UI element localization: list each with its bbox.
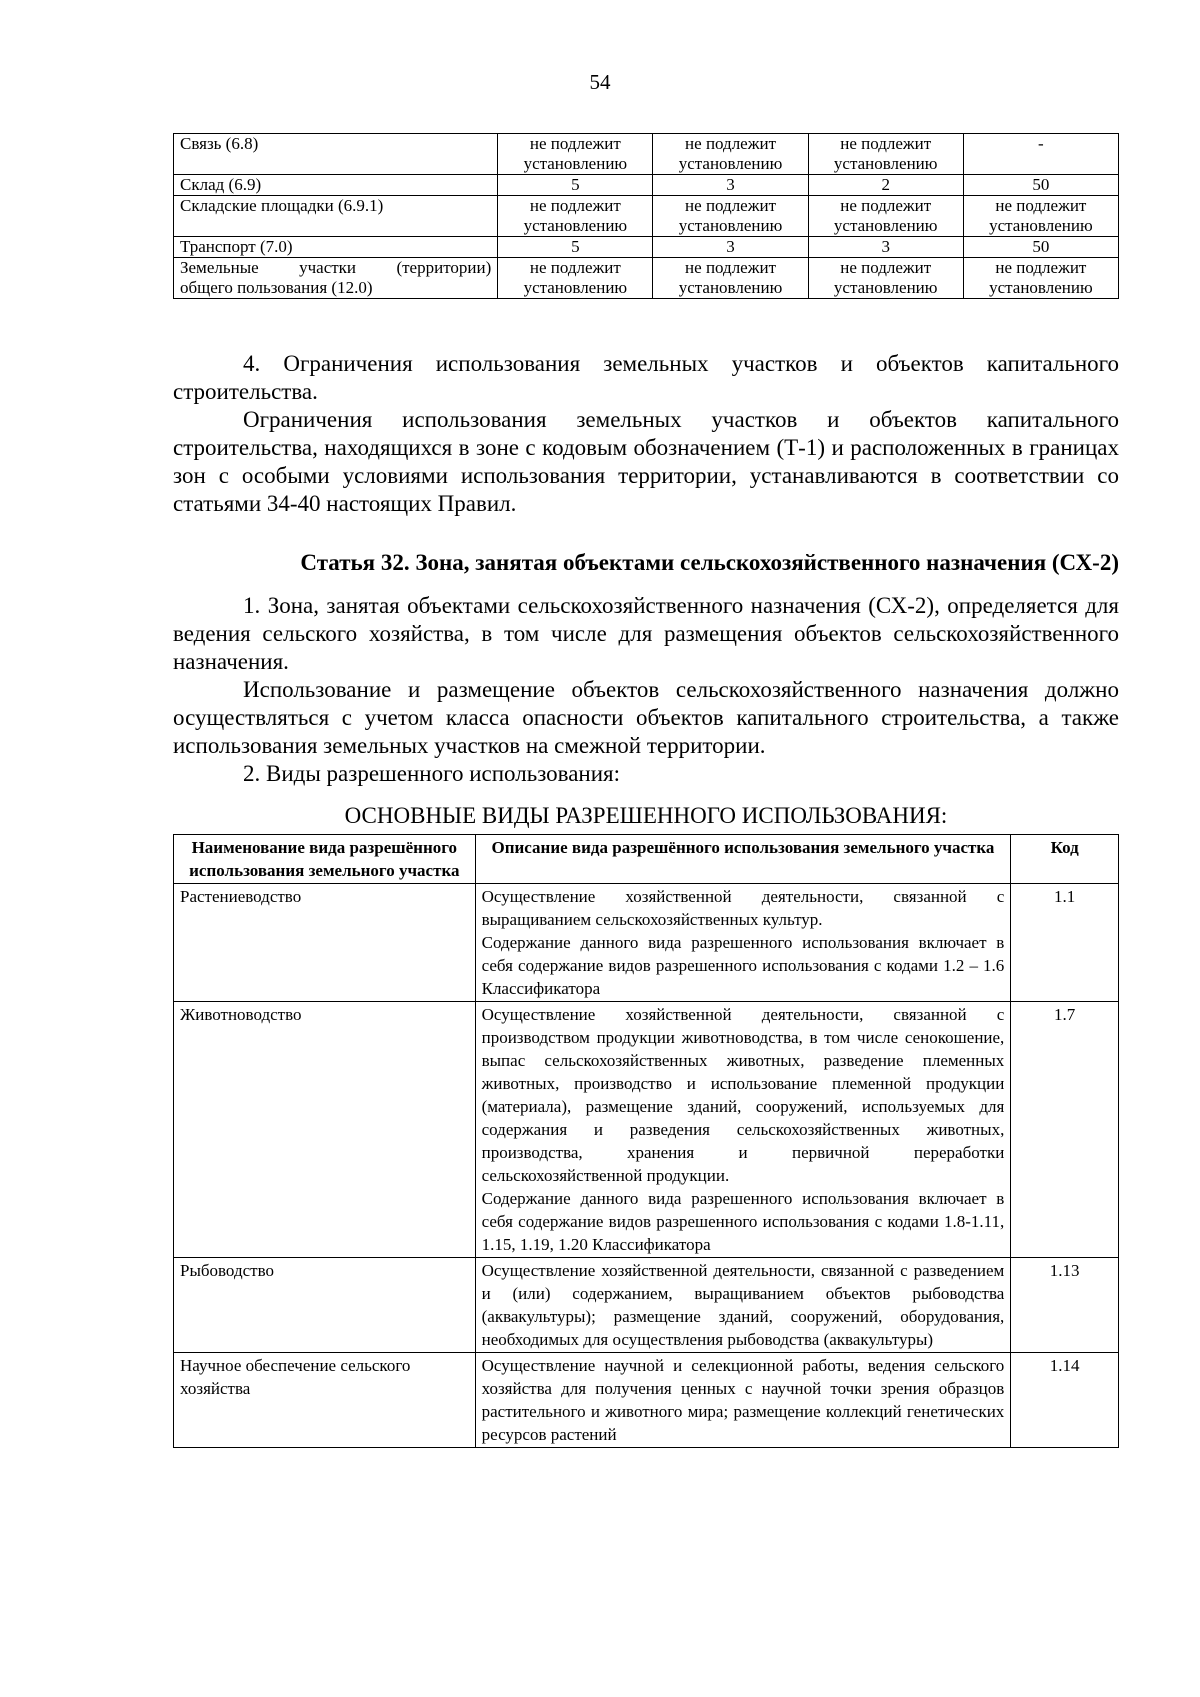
use-code: 1.7 <box>1011 1002 1119 1258</box>
use-code: 1.14 <box>1011 1353 1119 1448</box>
column-header-description: Описание вида разрешённого использования земельного участка <box>475 835 1011 884</box>
section4-heading: 4. Ограничения использования земельных участков и объектов капитального строительства. <box>173 351 1119 404</box>
table-cell: не подлежит установлению <box>963 196 1118 237</box>
use-description <box>475 1002 1011 1258</box>
description-paragraph: Содержание данного вида разрешенного использования включает в себя содержание видов разрешенного использования с кодами 1.8-1.11, 1.15, 1.19, 1.20 Классификатора <box>481 1189 1005 1254</box>
limits-table <box>173 133 1119 299</box>
table-row <box>174 258 1119 299</box>
section4-body: Ограничения использования земельных участков и объектов капитального строительства, находящихся в зоне с кодовым обозначением (Т-1) и расположенных в границах зон с особыми условиями использования территории, устанавливаются в соответствии со статьями 34-40 настоящих Правил. <box>173 407 1119 516</box>
table-cell: не подлежит установлению <box>653 196 808 237</box>
table-row <box>174 237 1119 258</box>
table-row <box>174 134 1119 175</box>
article-paragraph-2: Использование и размещение объектов сельскохозяйственного назначения должно осуществляться с учетом класса опасности объектов капитального строительства, а также использования земельных участков на смежной территории. <box>173 677 1119 758</box>
use-description <box>475 884 1011 1002</box>
page-number: 54 <box>589 70 611 94</box>
table-cell: не подлежит установлению <box>808 134 963 175</box>
cell-line: общего пользования (12.0) <box>180 278 373 297</box>
use-name: Растениеводство <box>174 884 476 1002</box>
table-cell: не подлежит установлению <box>808 196 963 237</box>
table-cell: Склад (6.9) <box>174 175 498 196</box>
use-code: 1.13 <box>1011 1258 1119 1353</box>
description-paragraph: Содержание данного вида разрешенного использования включает в себя содержание видов разрешенного использования с кодами 1.2 – 1.6 Классификатора <box>481 933 1005 998</box>
table-header-row <box>174 835 1119 884</box>
table-cell: не подлежит установлению <box>498 134 653 175</box>
table-row <box>174 884 1119 1002</box>
table-cell: 5 <box>498 175 653 196</box>
use-name: Рыбоводство <box>174 1258 476 1353</box>
table-row <box>174 196 1119 237</box>
table-cell: Транспорт (7.0) <box>174 237 498 258</box>
description-paragraph: Осуществление научной и селекционной работы, ведения сельского хозяйства для получения ценных с научной точки зрения образцов растительного и животного мира; размещение коллекций генетических ресурсов растений <box>481 1356 1005 1444</box>
table-cell: 3 <box>653 237 808 258</box>
table-cell: 3 <box>808 237 963 258</box>
permitted-use-table <box>173 834 1119 1448</box>
use-description <box>475 1353 1011 1448</box>
table-cell: не подлежит установлению <box>498 258 653 299</box>
table-cell: 50 <box>963 237 1118 258</box>
table-cell: 50 <box>963 175 1118 196</box>
table-cell: Связь (6.8) <box>174 134 498 175</box>
table-cell: не подлежит установлению <box>498 196 653 237</box>
use-name: Животноводство <box>174 1002 476 1258</box>
table-cell: не подлежит установлению <box>808 258 963 299</box>
table-row <box>174 1258 1119 1353</box>
article-paragraph-3: 2. Виды разрешенного использования: <box>243 761 620 786</box>
table-cell: 5 <box>498 237 653 258</box>
article-paragraph-1: 1. Зона, занятая объектами сельскохозяйственного назначения (СХ-2), определяется для ведения сельского хозяйства, в том числе для размещения объектов сельскохозяйственного назначения. <box>173 593 1119 674</box>
cell-line: Земельные участки (территории) <box>180 258 492 277</box>
table-cell: не подлежит установлению <box>653 258 808 299</box>
use-name: Научное обеспечение сельского хозяйства <box>174 1353 476 1448</box>
table-cell: 3 <box>653 175 808 196</box>
use-code: 1.1 <box>1011 884 1119 1002</box>
table-row <box>174 1002 1119 1258</box>
table-caption: ОСНОВНЫЕ ВИДЫ РАЗРЕШЕННОГО ИСПОЛЬЗОВАНИЯ: <box>344 803 948 828</box>
table-cell: Складские площадки (6.9.1) <box>174 196 498 237</box>
table-cell: не подлежит установлению <box>963 258 1118 299</box>
table-cell: не подлежит установлению <box>653 134 808 175</box>
article-title: Статья 32. Зона, занятая объектами сельскохозяйственного назначения (СХ-2) <box>300 550 1119 575</box>
table-cell <box>174 258 498 299</box>
description-paragraph: Осуществление хозяйственной деятельности, связанной с выращиванием сельскохозяйственных культур. <box>481 887 1005 929</box>
table-cell: - <box>963 134 1118 175</box>
table-row <box>174 1353 1119 1448</box>
use-description <box>475 1258 1011 1353</box>
description-paragraph: Осуществление хозяйственной деятельности, связанной с разведением и (или) содержанием, выращиванием объектов рыбоводства (аквакультуры); размещение зданий, сооружений, оборудования, необходимых для осуществления рыбоводства (аквакультуры) <box>481 1261 1005 1349</box>
table-cell: 2 <box>808 175 963 196</box>
description-paragraph: Осуществление хозяйственной деятельности, связанной с производством продукции животноводства, в том числе сенокошение, выпас сельскохозяйственных животных, разведение племенных животных, производство и использование племенной продукции (материала), размещение зданий, сооружений, используемых для содержания и разведения сельскохозяйственных животных, производства, хранения и первичной переработки сельскохозяйственной продукции. <box>481 1005 1005 1185</box>
column-header-code: Код <box>1011 835 1119 884</box>
table-row <box>174 175 1119 196</box>
column-header-name: Наименование вида разрешённого использования земельного участка <box>174 835 476 884</box>
